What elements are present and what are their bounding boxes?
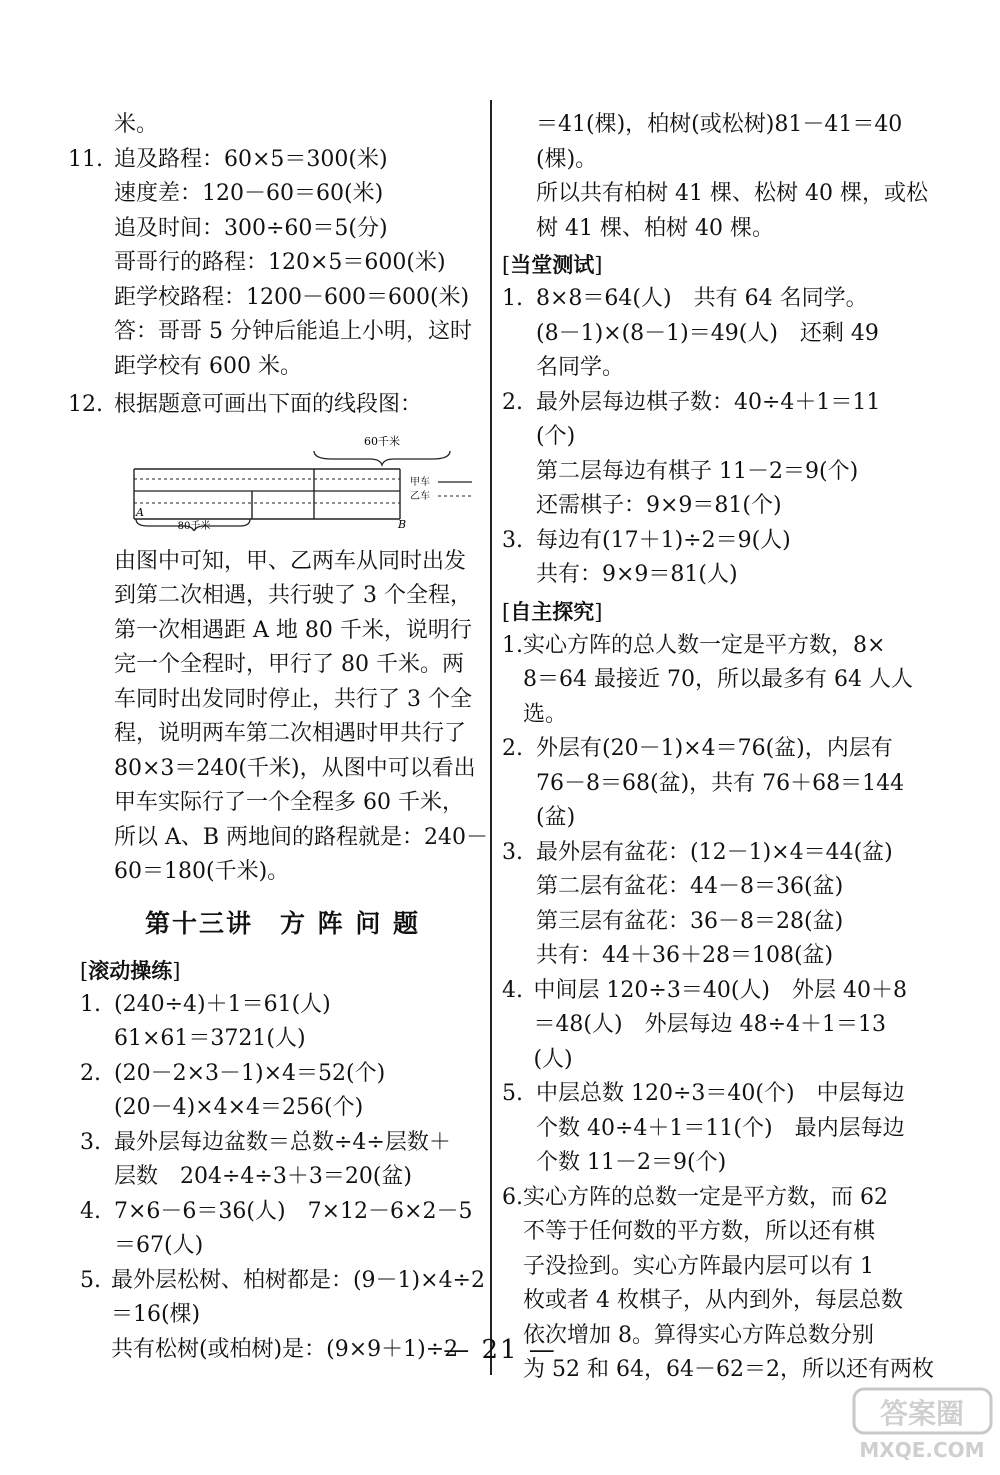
point-a-label: A [136, 505, 144, 519]
item-number: 3. [502, 839, 523, 865]
item-number: 2. [80, 1060, 101, 1086]
item-number: 1. [80, 991, 101, 1017]
text-line: ＝48(人) 外层每边 48÷4＋1＝13 [533, 1012, 887, 1037]
text-line: 距学校路程：1200－600＝600(米) [114, 284, 470, 310]
text-line: 最外层每边盆数＝总数÷4÷层数＋ [114, 1129, 451, 1155]
text-line: 层数 204÷4÷3＋3＝20(盆) [114, 1164, 413, 1189]
zizhu-item-4 [502, 974, 907, 1078]
section-heading-dangtang: [当堂测试] [502, 252, 603, 277]
answer-item-11 [68, 143, 485, 385]
text-line: 子没捡到。实心方阵最内层可以有 1 [523, 1253, 874, 1279]
text-line: 中层总数 120÷3＝40(个) 中层每边 [536, 1081, 905, 1106]
text-line: 答：哥哥 5 分钟后能追上小明，这时 [114, 319, 472, 344]
zizhu-item-2 [502, 732, 907, 836]
text-line: 76－8＝68(盆)，共有 76＋68＝144 [536, 770, 905, 796]
text-line: 完一个全程时，甲行了 80 千米。两 [114, 652, 464, 677]
section-label: 滚动操练 [88, 957, 173, 983]
text-line: 每边有(17＋1)÷2＝9(人) [536, 527, 791, 553]
lecture-title: 第十三讲 方 阵 问 题 [144, 908, 421, 938]
gundong-item-2 [80, 1057, 485, 1126]
text-line: 程，说明两车第二次相遇时甲共行了 [114, 721, 467, 746]
zizhu-item-1 [502, 629, 913, 733]
right-column [502, 108, 934, 1388]
text-line: 为 52 和 64，64－62＝2，所以还有两枚 [523, 1357, 934, 1382]
page-number: — 21 — [443, 1335, 557, 1365]
zizhu-item-3 [502, 836, 907, 974]
zizhu-item-5 [502, 1077, 907, 1181]
text-line: 共有松树(或柏树)是：(9×9＋1)÷2 [110, 1336, 459, 1362]
text-line: (盆) [536, 805, 576, 830]
text-line: 实心方阵的总人数一定是平方数，8× [523, 632, 886, 658]
text-line: ＝16(棵) [110, 1302, 201, 1327]
segment-diagram-svg [132, 429, 492, 531]
item-number: 11. [68, 146, 103, 172]
bottom-brace-label: 80千米 [177, 520, 211, 531]
text-line: 最外层松树、柏树都是：(9－1)×4÷2 [110, 1267, 485, 1293]
item-number: 1. [502, 286, 523, 311]
text-line: 个数 11－2＝9(个) [536, 1150, 727, 1175]
site-watermark [850, 1385, 995, 1465]
text-line: (人) [533, 1046, 573, 1072]
item-number: 1. [502, 632, 523, 658]
left-column [68, 108, 489, 1367]
column-divider [490, 100, 492, 1375]
text-line: 共有：9×9＝81(人) [536, 562, 738, 587]
dangtang-item-2 [502, 386, 907, 524]
text-line: ＝41(棵)，柏树(或松树)81－41＝40 [536, 112, 903, 137]
top-brace [314, 451, 450, 465]
text-line: 车同时出发同时停止，共行了 3 个全 [114, 686, 472, 712]
gundong-item-4 [80, 1195, 485, 1264]
text-line: 选。 [523, 701, 568, 727]
text-line: ＝67(人) [114, 1233, 204, 1258]
text-line: 根据题意可画出下面的线段图： [114, 392, 423, 417]
watermark-bottom-text: MXQE.COM [859, 1438, 985, 1462]
item-number: 12. [68, 392, 103, 417]
text-line: (20－4)×4×4＝256(个) [114, 1095, 364, 1120]
text-line: 第二层每边有棋子 11－2＝9(个) [536, 458, 859, 484]
text-line: 8＝64 最接近 70，所以最多有 64 人人 [523, 667, 913, 692]
text-line: 距学校有 600 米。 [114, 353, 302, 379]
section-label: 当堂测试 [510, 252, 595, 277]
legend-yi-label: 乙车 [410, 490, 430, 502]
section-heading-gundong: [滚动操练] [80, 957, 181, 983]
legend-jia-label: 甲车 [410, 476, 430, 488]
item-number: 5. [502, 1081, 523, 1106]
text-line: 由图中可知，甲、乙两车从同时出发 [114, 548, 467, 574]
text-line: 依次增加 8。算得实心方阵总数分别 [523, 1322, 874, 1348]
text-line: 61×61＝3721(人) [114, 1026, 306, 1051]
gundong-item-3 [80, 1126, 485, 1195]
text-line: 个数 40÷4＋1＝11(个) 最内层每边 [536, 1115, 905, 1141]
dangtang-item-3 [502, 524, 907, 593]
text-line: 外层有(20－1)×4＝76(盆)，内层有 [536, 736, 893, 761]
text-line: 第三层有盆花：36－8＝28(盆) [536, 908, 844, 934]
line-segment-diagram [132, 429, 492, 531]
text-line: 共有：44＋36＋28＝108(盆) [536, 943, 834, 968]
text-line: (240÷4)＋1＝61(人) [114, 991, 331, 1017]
text-line: 8×8＝64(人) 共有 64 名同学。 [536, 286, 868, 311]
text-line: 60＝180(千米)。 [114, 859, 290, 884]
text-line: 所以共有柏树 41 棵、松树 40 棵，或松 [536, 181, 928, 206]
item-number: 3. [80, 1129, 101, 1155]
text-line: 哥哥行的路程：120×5＝600(米) [114, 250, 446, 275]
item-number: 2. [502, 736, 523, 761]
text-line: 枚或者 4 枚棋子，从内到外，每层总数 [523, 1288, 903, 1313]
text-line: (8－1)×(8－1)＝49(人) 还剩 49 [536, 320, 879, 346]
item-number: 2. [502, 389, 523, 415]
text-line: (20－2×3－1)×4＝52(个) [114, 1060, 386, 1086]
text-line: 中间层 120÷3＝40(人) 外层 40＋8 [533, 977, 907, 1003]
gundong-item-1 [80, 988, 485, 1057]
top-brace-label: 60千米 [364, 434, 400, 448]
text-line: 实心方阵的总数一定是平方数，而 62 [523, 1184, 888, 1210]
item-body [114, 388, 485, 423]
text-line: 最外层有盆花：(12－1)×4＝44(盆) [536, 839, 893, 865]
text-line: 第二层有盆花：44－8＝36(盆) [536, 874, 844, 899]
text-line: 名同学。 [536, 355, 625, 380]
text-line: 树 41 棵、柏树 40 棵。 [536, 215, 774, 241]
item-12-explanation [80, 545, 489, 890]
text-line: 第一次相遇距 A 地 80 千米，说明行 [114, 617, 472, 643]
text-line: (棵)。 [536, 146, 598, 172]
continued-answer [502, 108, 928, 246]
text-line: 所以 A、B 两地间的路程就是：240－ [114, 824, 489, 850]
item-number: 4. [502, 977, 523, 1003]
text-line: 最外层每边棋子数：40÷4＋1＝11 [536, 389, 881, 415]
section-label: 自主探究 [510, 598, 595, 624]
item-number: 6. [502, 1184, 523, 1210]
watermark-top-text: 答案圈 [879, 1397, 965, 1430]
text-line: 追及路程：60×5＝300(米) [114, 146, 388, 172]
item-body [114, 143, 485, 385]
dangtang-item-1 [502, 282, 907, 386]
item-number: 5. [80, 1267, 101, 1293]
text-line: 到第二次相遇，共行驶了 3 个全程， [114, 583, 472, 608]
text-line: 80×3＝240(千米)，从图中可以看出 [114, 755, 476, 781]
answer-item-12 [68, 388, 485, 423]
text-line: 7×6－6＝36(人) 7×12－6×2－5 [114, 1198, 473, 1224]
item-number: 4. [80, 1198, 101, 1224]
point-b-label: B [398, 517, 407, 531]
text-line: 速度差：120－60＝60(米) [114, 181, 384, 206]
watermark-logo-icon [850, 1385, 995, 1465]
section-heading-zizhu: [自主探究] [502, 598, 603, 624]
text-line: 还需棋子：9×9＝81(个) [536, 493, 782, 518]
continued-text: 米。 [114, 112, 159, 137]
text-line: (个) [536, 424, 576, 449]
text-line: 甲车实际行了一个全程多 60 千米， [114, 790, 464, 815]
text-line: 不等于任何数的平方数，所以还有棋 [523, 1219, 876, 1244]
text-line: 追及时间：300÷60＝5(分) [114, 215, 388, 241]
item-number: 3. [502, 527, 523, 553]
